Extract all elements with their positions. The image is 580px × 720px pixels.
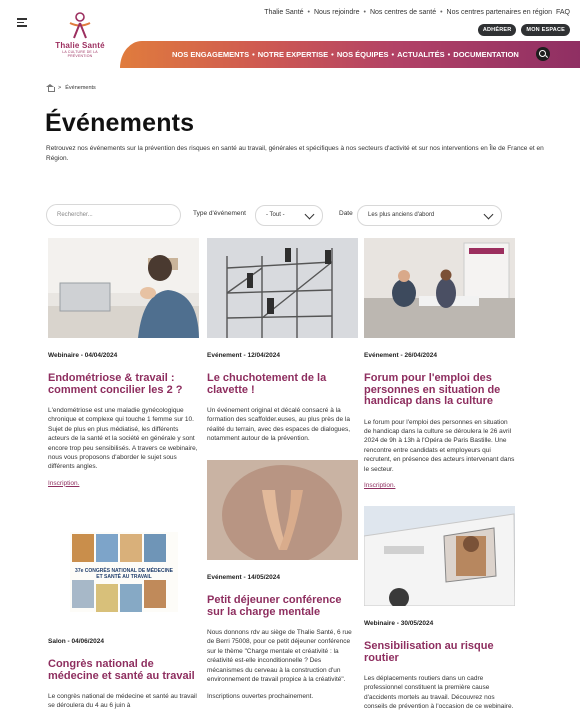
event-text: L'endométriose est une maladie gynécologique chronique et complexe qui touche 1 femme sur 10. Sujet de plus en plus médiatisé, les différents acteurs de la santé et la société en générale y sont encore trop peu sensibilisés. A travers ce webinaire, nous vous proposons d'aborder le sujet sous différents angles.	[48, 407, 198, 471]
event-title[interactable]: Sensibilisation au risque routier	[364, 640, 494, 664]
page-intro: Retrouvez nos événements sur la prévention des risques en santé au travail, générales et spécifiques à nos secteurs d'activité et sur nos interventions en Île de France et en Région.	[46, 145, 544, 162]
chevron-down-icon	[305, 210, 315, 220]
breadcrumb-current: Événements	[65, 84, 96, 91]
event-text: Un événement original et décalé consacré à la formation des scaffolder.euses, au plus près de la réalité du terrain, avec des espaces de dialogues, notamment autour de la prévention.	[207, 407, 351, 443]
top-buttons	[478, 24, 570, 36]
nav-engagements[interactable]: NOS ENGAGEMENTS	[172, 50, 250, 59]
event-link[interactable]: Inscription.	[48, 479, 80, 487]
search-input[interactable]: Rechercher...	[46, 204, 181, 226]
logo[interactable]	[50, 12, 110, 58]
mon-espace-button[interactable]: MON ESPACE	[521, 24, 570, 36]
type-filter-select[interactable]	[255, 205, 323, 226]
event-image	[207, 460, 358, 560]
event-card[interactable]	[364, 238, 515, 489]
event-meta: Salon - 04/06/2024	[48, 638, 105, 645]
congress-poster-text: 37e CONGRÈS NATIONAL DE MÉDECINE ET SANTÉ AU TRAVAIL	[75, 568, 173, 580]
event-image	[364, 506, 515, 606]
chevron-down-icon	[484, 210, 494, 220]
home-icon[interactable]	[46, 84, 54, 91]
event-text: Le forum pour l'emploi des personnes en situation de handicap dans la culture se déroulera le 26 avril 2024 de 9h à 13h à l'Opéra de Paris Bastille. Une rencontre entre candidats et employeurs qui recrutent, en présence des acteurs intervenant dans le secteur.	[364, 418, 515, 473]
nav-expertise[interactable]: NOTRE EXPERTISE	[257, 50, 329, 59]
event-meta: Webinaire - 30/05/2024	[364, 620, 434, 627]
type-filter-label: Type d'événement	[193, 210, 246, 217]
event-card[interactable]	[207, 238, 358, 444]
logo-tagline: LA CULTURE DE LA PRÉVENTION	[62, 50, 98, 58]
toplink-centres-sante[interactable]: Nos centres de santé	[369, 9, 437, 16]
faq-link[interactable]: FAQ	[555, 9, 570, 16]
top-links: Thalie Santé • Nous rejoindre • Nos centres de santé • Nos centres partenaires en région	[264, 9, 552, 16]
event-card[interactable]	[48, 524, 199, 711]
search-icon[interactable]	[536, 47, 550, 61]
event-title[interactable]: Le chuchotement de la clavette !	[207, 372, 327, 396]
date-filter-value: Les plus anciens d'abord	[368, 212, 435, 218]
event-card[interactable]	[207, 460, 358, 702]
event-title[interactable]: Forum pour l'emploi des personnes en situation de handicap dans la culture	[364, 372, 501, 407]
event-meta: Webinaire - 04/04/2024	[48, 352, 118, 359]
event-meta: Evénement - 14/05/2024	[207, 574, 280, 581]
event-text: Le congrès national de médecine et santé au travail se déroulera du 4 au 6 juin à	[48, 693, 197, 710]
date-filter-select[interactable]	[357, 205, 502, 226]
date-filter-label: Date	[339, 210, 353, 217]
event-card[interactable]	[48, 238, 199, 487]
event-title[interactable]: Endométriose & travail : comment concilier les 2 ?	[48, 372, 183, 396]
event-title[interactable]: Petit déjeuner conférence sur la charge mentale	[207, 594, 342, 618]
toplink-thalie-sante[interactable]: Thalie Santé	[264, 9, 304, 16]
event-image	[48, 238, 199, 338]
event-text: Nous donnons rdv au siège de Thalie Santé, 6 rue de Berri 75008, pour ce petit déjeuner conférence sur le thème "Charge mentale et créativité : la créativité est-elle inconditionnelle ? Des mécanismes du cerveau à la construction d'un environnement de travail propice à la créativité".	[207, 629, 352, 684]
type-filter-value: - Tout -	[266, 212, 285, 218]
logo-figure-icon	[66, 12, 94, 40]
nav-documentation[interactable]: DOCUMENTATION	[453, 50, 519, 59]
event-text: Les déplacements routiers dans un cadre professionnel constituent la première cause d'accidents mortels au travail. Découvrez nos conseils de prévention à l'occasion de ce webinaire.	[364, 675, 514, 711]
event-card[interactable]	[364, 506, 515, 712]
event-meta: Evénement - 12/04/2024	[207, 352, 280, 359]
page-title: Événements	[45, 109, 195, 137]
menu-icon[interactable]	[17, 18, 27, 26]
breadcrumb-separator: >	[58, 84, 62, 91]
event-link[interactable]: Inscription.	[364, 481, 396, 489]
event-image	[207, 238, 358, 338]
toplink-nous-rejoindre[interactable]: Nous rejoindre	[313, 9, 360, 16]
toplink-centres-partenaires[interactable]: Nos centres partenaires en région	[446, 9, 552, 16]
breadcrumb	[46, 84, 96, 91]
nav-equipes[interactable]: NOS ÉQUIPES	[336, 50, 389, 59]
event-image	[364, 238, 515, 338]
event-image	[48, 524, 199, 624]
nav-actualites[interactable]: ACTUALITÉS	[397, 50, 445, 59]
event-meta: Evénement - 26/04/2024	[364, 352, 437, 359]
logo-text: Thalie Santé	[55, 41, 105, 50]
event-extra: Inscriptions ouvertes prochainement.	[207, 693, 314, 701]
main-nav: NOS ENGAGEMENTS • NOTRE EXPERTISE • NOS ÉQUIPES • ACTUALITÉS • DOCUMENTATION	[120, 41, 580, 68]
event-title[interactable]: Congrès national de médecine et santé au travail	[48, 658, 195, 682]
adherer-button[interactable]: ADHÉRER	[478, 24, 517, 36]
